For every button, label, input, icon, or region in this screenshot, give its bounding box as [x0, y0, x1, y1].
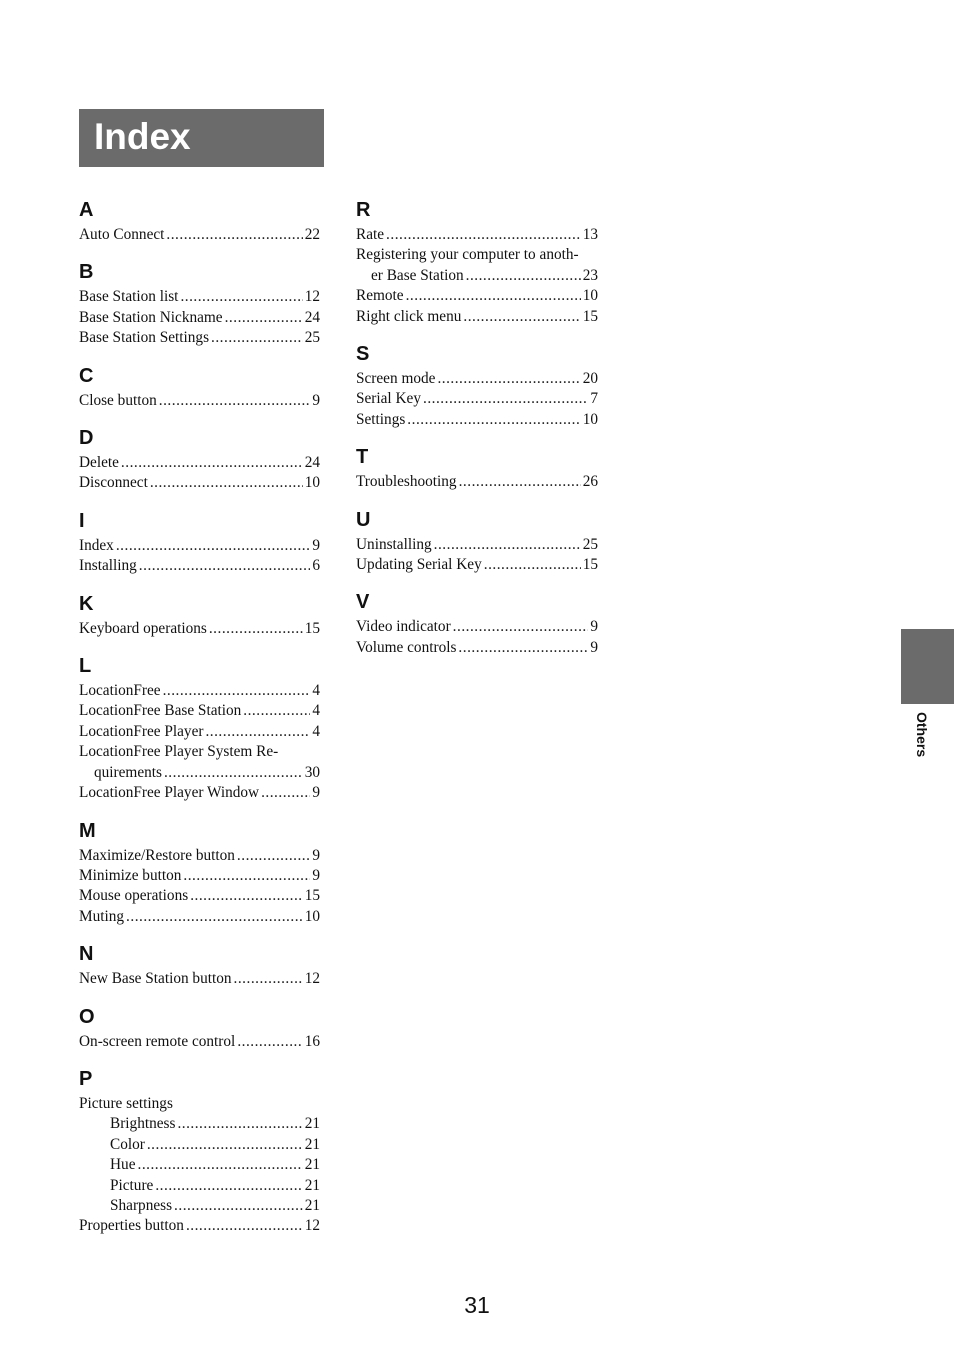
entry-term: On-screen remote control — [79, 1032, 236, 1050]
entry-term: quirements — [94, 763, 162, 781]
leader-dots — [237, 846, 310, 866]
entry-term: Mouse operations — [79, 887, 189, 905]
section-letter: D — [79, 427, 94, 450]
entry-term: Installing — [79, 557, 137, 575]
index-entry — [79, 846, 320, 866]
entry-term: Troubleshooting — [356, 473, 457, 491]
entry-term: er Base Station — [371, 266, 464, 284]
index-entry — [356, 535, 598, 555]
index-section-p — [79, 1064, 320, 1237]
entry-page-number: 9 — [312, 846, 320, 864]
section-entries — [79, 453, 320, 494]
index-entry — [79, 722, 320, 742]
entry-page-number: 25 — [304, 329, 320, 347]
entry-term: Maximize/Restore button — [79, 846, 235, 864]
entry-term: Right click menu — [356, 307, 462, 325]
section-entries — [79, 391, 320, 411]
entry-term: LocationFree Base Station — [79, 702, 242, 720]
entry-page-number: 10 — [304, 474, 320, 492]
entry-term: Keyboard operations — [79, 619, 207, 637]
section-entries — [79, 1094, 320, 1237]
entry-page-number: 15 — [304, 619, 320, 637]
index-entry — [356, 286, 598, 306]
entry-page-number: 4 — [312, 722, 320, 740]
entry-page-number: 21 — [304, 1156, 320, 1174]
entry-term: Serial Key — [356, 390, 421, 408]
index-section-u — [356, 505, 598, 576]
side-tab-label: Others — [914, 712, 930, 758]
entry-page-number: 10 — [582, 410, 598, 428]
index-section-l — [79, 651, 320, 803]
index-title-banner — [79, 109, 324, 167]
section-letter: T — [356, 446, 369, 469]
index-entry — [79, 1216, 320, 1236]
entry-term: New Base Station button — [79, 970, 232, 988]
index-section-k — [79, 589, 320, 639]
index-entry — [79, 473, 320, 493]
entry-term: Settings — [356, 410, 406, 428]
entry-term: Close button — [79, 391, 157, 409]
index-entry — [79, 763, 320, 783]
entry-term: Uninstalling — [356, 535, 432, 553]
leader-dots — [484, 555, 581, 575]
leader-dots — [459, 472, 581, 492]
index-entry — [79, 619, 320, 639]
section-letter: C — [79, 364, 94, 387]
index-entry — [79, 536, 320, 556]
entry-term: LocationFree Player Window — [79, 784, 260, 802]
index-entry — [356, 266, 598, 286]
entry-page-number: 21 — [304, 1115, 320, 1133]
section-letter: U — [356, 508, 371, 531]
section-entries — [79, 846, 320, 928]
index-column-right — [356, 195, 598, 670]
entry-term: Hue — [110, 1156, 136, 1174]
index-section-c — [79, 361, 320, 411]
entry-term: LocationFree — [79, 682, 161, 700]
entry-page-number: 9 — [312, 784, 320, 802]
index-entry — [79, 1135, 320, 1155]
leader-dots — [437, 369, 580, 389]
leader-dots — [190, 886, 303, 906]
index-section-o — [79, 1002, 320, 1052]
index-entry — [79, 969, 320, 989]
entry-page-number: 10 — [582, 287, 598, 305]
index-entry — [79, 453, 320, 473]
entry-page-number: 12 — [304, 288, 320, 306]
entry-page-number: 6 — [312, 557, 320, 575]
index-entry — [356, 410, 598, 430]
entry-term: Minimize button — [79, 866, 182, 884]
leader-dots — [209, 619, 303, 639]
index-entry — [79, 907, 320, 927]
entry-page-number: 21 — [304, 1196, 320, 1214]
index-section-t — [356, 442, 598, 492]
section-entries — [79, 619, 320, 639]
page-title: Index — [94, 116, 191, 157]
leader-dots — [138, 1155, 303, 1175]
entry-page-number: 12 — [304, 970, 320, 988]
section-entries — [79, 225, 320, 245]
entry-page-number: 24 — [304, 308, 320, 326]
leader-dots — [180, 287, 302, 307]
section-entries — [79, 681, 320, 803]
index-entry-heading: Picture settings — [79, 1094, 173, 1112]
entry-page-number: 30 — [304, 763, 320, 781]
leader-dots — [406, 286, 581, 306]
index-column-left — [79, 195, 320, 1249]
entry-page-number: 13 — [582, 226, 598, 243]
entry-page-number: 21 — [304, 1176, 320, 1194]
entry-term: Sharpness — [110, 1196, 173, 1214]
leader-dots — [211, 328, 303, 348]
leader-dots — [155, 1176, 302, 1196]
entry-term: Index — [79, 536, 114, 554]
section-entries — [79, 969, 320, 989]
page-number: 31 — [464, 1292, 490, 1318]
leader-dots — [163, 681, 310, 701]
leader-dots — [243, 701, 310, 721]
index-entry — [79, 556, 320, 576]
index-entry — [79, 783, 320, 803]
index-entry — [79, 1032, 320, 1052]
entry-term: Remote — [356, 287, 404, 305]
index-section-b — [79, 257, 320, 348]
leader-dots — [147, 1135, 303, 1155]
entry-page-number: 24 — [304, 454, 320, 472]
entry-page-number: 9 — [312, 866, 320, 884]
section-letter: M — [79, 819, 96, 842]
section-letter: R — [356, 199, 371, 221]
leader-dots — [237, 1032, 302, 1052]
index-entry — [79, 225, 320, 245]
index-entry — [356, 369, 598, 389]
leader-dots — [458, 638, 588, 658]
section-letter: S — [356, 343, 370, 366]
leader-dots — [116, 536, 310, 556]
index-entry — [79, 681, 320, 701]
entry-term: Picture — [110, 1176, 154, 1194]
index-entry — [79, 391, 320, 411]
entry-term: Brightness — [110, 1115, 176, 1133]
entry-term: Auto Connect — [79, 226, 165, 243]
leader-dots — [466, 266, 581, 286]
index-entry — [79, 1114, 320, 1134]
entry-page-number: 9 — [312, 536, 320, 554]
index-entry — [79, 1196, 320, 1216]
index-entry-heading: LocationFree Player System Re- — [79, 743, 279, 761]
entry-page-number: 10 — [304, 907, 320, 925]
leader-dots — [205, 722, 310, 742]
index-entry — [356, 555, 598, 575]
index-section-r — [356, 195, 598, 327]
entry-term: Base Station list — [79, 288, 179, 306]
index-entry — [79, 701, 320, 721]
section-letter: I — [79, 509, 85, 532]
section-letter: N — [79, 943, 94, 966]
leader-dots — [126, 907, 303, 927]
leader-dots — [183, 866, 310, 886]
entry-page-number: 12 — [304, 1217, 320, 1235]
entry-term: Base Station Settings — [79, 329, 210, 347]
entry-page-number: 15 — [304, 887, 320, 905]
section-entries — [79, 1032, 320, 1052]
leader-dots — [159, 391, 310, 411]
entry-page-number: 15 — [582, 556, 598, 574]
leader-dots — [423, 389, 588, 409]
entry-page-number: 26 — [582, 473, 598, 491]
entry-term: Muting — [79, 907, 125, 925]
section-letter: K — [79, 592, 94, 615]
index-entry — [356, 617, 598, 637]
section-entries — [356, 617, 598, 658]
section-entries — [79, 536, 320, 577]
index-section-n — [79, 939, 320, 989]
entry-page-number: 25 — [582, 535, 598, 553]
leader-dots — [225, 308, 303, 328]
side-tab-marker — [901, 629, 954, 704]
index-entry — [79, 1155, 320, 1175]
index-entry — [356, 307, 598, 327]
section-letter: A — [79, 199, 94, 221]
leader-dots — [121, 453, 303, 473]
leader-dots — [453, 617, 588, 637]
section-entries — [356, 225, 598, 327]
section-entries — [356, 369, 598, 430]
section-entries — [356, 472, 598, 492]
index-entry — [356, 638, 598, 658]
section-letter: V — [356, 591, 370, 614]
entry-page-number: 15 — [582, 307, 598, 325]
leader-dots — [234, 969, 303, 989]
index-section-a — [79, 195, 320, 245]
entry-page-number: 7 — [590, 390, 598, 408]
entry-term: Delete — [79, 454, 119, 472]
entry-term: Properties button — [79, 1217, 184, 1235]
entry-page-number: 9 — [590, 618, 598, 636]
entry-page-number: 9 — [312, 391, 320, 409]
leader-dots — [139, 556, 310, 576]
entry-page-number: 16 — [304, 1032, 320, 1050]
leader-dots — [164, 763, 303, 783]
leader-dots — [434, 535, 581, 555]
index-section-v — [356, 587, 598, 658]
leader-dots — [177, 1114, 302, 1134]
section-letter: B — [79, 261, 94, 284]
entry-page-number: 20 — [582, 370, 598, 388]
index-entry — [79, 1176, 320, 1196]
entry-page-number: 22 — [304, 226, 320, 243]
entry-term: Video indicator — [356, 618, 451, 636]
leader-dots — [261, 783, 310, 803]
leader-dots — [386, 225, 581, 245]
index-entry — [79, 886, 320, 906]
leader-dots — [407, 410, 580, 430]
entry-term: Screen mode — [356, 370, 436, 388]
index-section-d — [79, 423, 320, 494]
section-letter: P — [79, 1067, 93, 1090]
leader-dots — [150, 473, 303, 493]
index-section-i — [79, 506, 320, 577]
entry-term: Volume controls — [356, 638, 457, 656]
entry-page-number: 4 — [312, 682, 320, 700]
entry-term: Updating Serial Key — [356, 556, 482, 574]
index-entry — [79, 866, 320, 886]
entry-page-number: 21 — [304, 1135, 320, 1153]
leader-dots — [166, 225, 302, 245]
section-letter: O — [79, 1005, 95, 1028]
index-section-s — [356, 339, 598, 430]
entry-term: LocationFree Player — [79, 722, 204, 740]
index-entry — [79, 328, 320, 348]
index-entry — [356, 472, 598, 492]
index-entry — [79, 308, 320, 328]
index-entry — [356, 225, 598, 245]
entry-page-number: 23 — [582, 266, 598, 284]
index-entry-heading: Registering your computer to anoth- — [356, 246, 579, 264]
section-letter: L — [79, 655, 92, 678]
leader-dots — [186, 1216, 303, 1236]
section-entries — [356, 535, 598, 576]
entry-term: Disconnect — [79, 474, 148, 492]
index-entry — [356, 389, 598, 409]
entry-term: Color — [110, 1135, 145, 1153]
entry-term: Base Station Nickname — [79, 308, 223, 326]
leader-dots — [463, 307, 580, 327]
index-entry — [79, 287, 320, 307]
entry-page-number: 9 — [590, 638, 598, 656]
section-entries — [79, 287, 320, 348]
entry-page-number: 4 — [312, 702, 320, 720]
entry-term: Rate — [356, 226, 385, 243]
leader-dots — [174, 1196, 303, 1216]
index-section-m — [79, 816, 320, 928]
